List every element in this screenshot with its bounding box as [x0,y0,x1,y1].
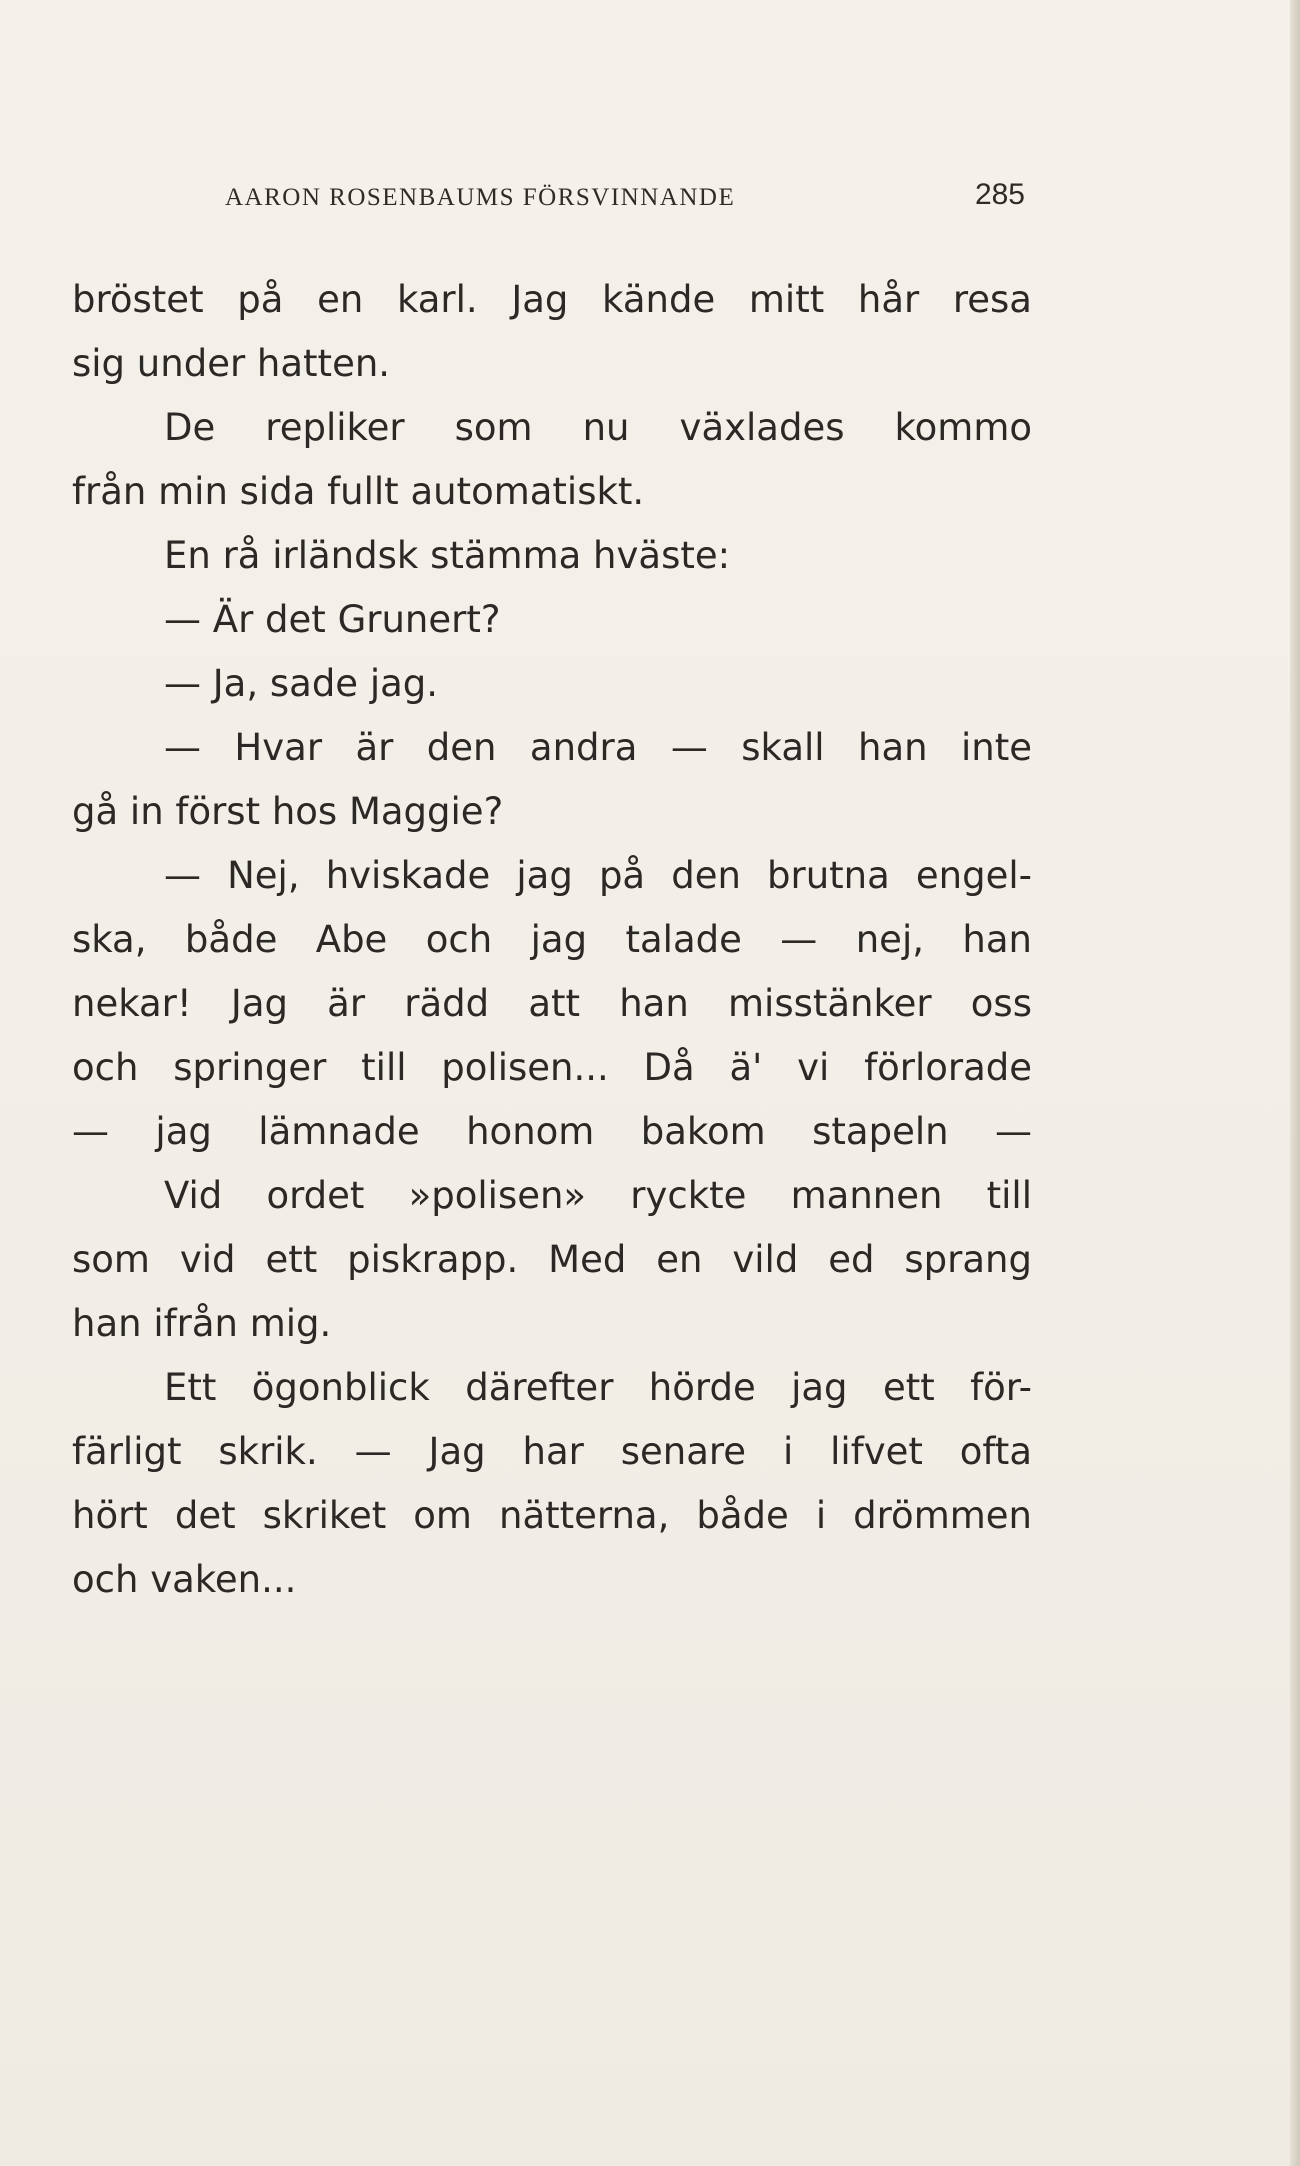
text-line: Vid ordet »polisen» ryckte mannen till [164,1174,1032,1217]
text-line: — Är det Grunert? [164,598,501,641]
text-line: ska, både Abe och jag talade — nej, han [72,918,1032,961]
body-text [72,268,1032,1612]
text-line: — Hvar är den andra — skall han inte [164,726,1032,769]
text-line: och springer till polisen... Då ä' vi förlorade [72,1046,1032,1089]
text-line: han ifrån mig. [72,1302,332,1345]
text-line: En rå irländsk stämma hväste: [164,534,731,577]
text-line: — jag lämnade honom bakom stapeln — [72,1110,1032,1153]
text-line: hört det skriket om nätterna, både i drömmen [72,1494,1032,1537]
text-line: nekar! Jag är rädd att han misstänker oss [72,982,1032,1025]
page-edge [1290,0,1300,2166]
text-line: Ett ögonblick därefter hörde jag ett för- [164,1366,1032,1409]
text-line: gå in först hos Maggie? [72,790,504,833]
page-number: 285 [974,178,1025,211]
page-header [225,178,1025,218]
running-title: AARON ROSENBAUMS FÖRSVINNANDE [225,184,736,211]
text-line: färligt skrik. — Jag har senare i lifvet ofta [72,1430,1032,1473]
text-line: — Ja, sade jag. [164,662,439,705]
text-line: och vaken... [72,1558,297,1601]
text-line: från min sida fullt automatiskt. [72,470,645,513]
text-line: bröstet på en karl. Jag kände mitt hår resa [72,278,1032,321]
text-line: sig under hatten. [72,342,391,385]
text-line: som vid ett piskrapp. Med en vild ed sprang [72,1238,1032,1281]
text-line: — Nej, hviskade jag på den brutna engel- [164,854,1032,897]
text-line: De repliker som nu växlades kommo [164,406,1032,449]
